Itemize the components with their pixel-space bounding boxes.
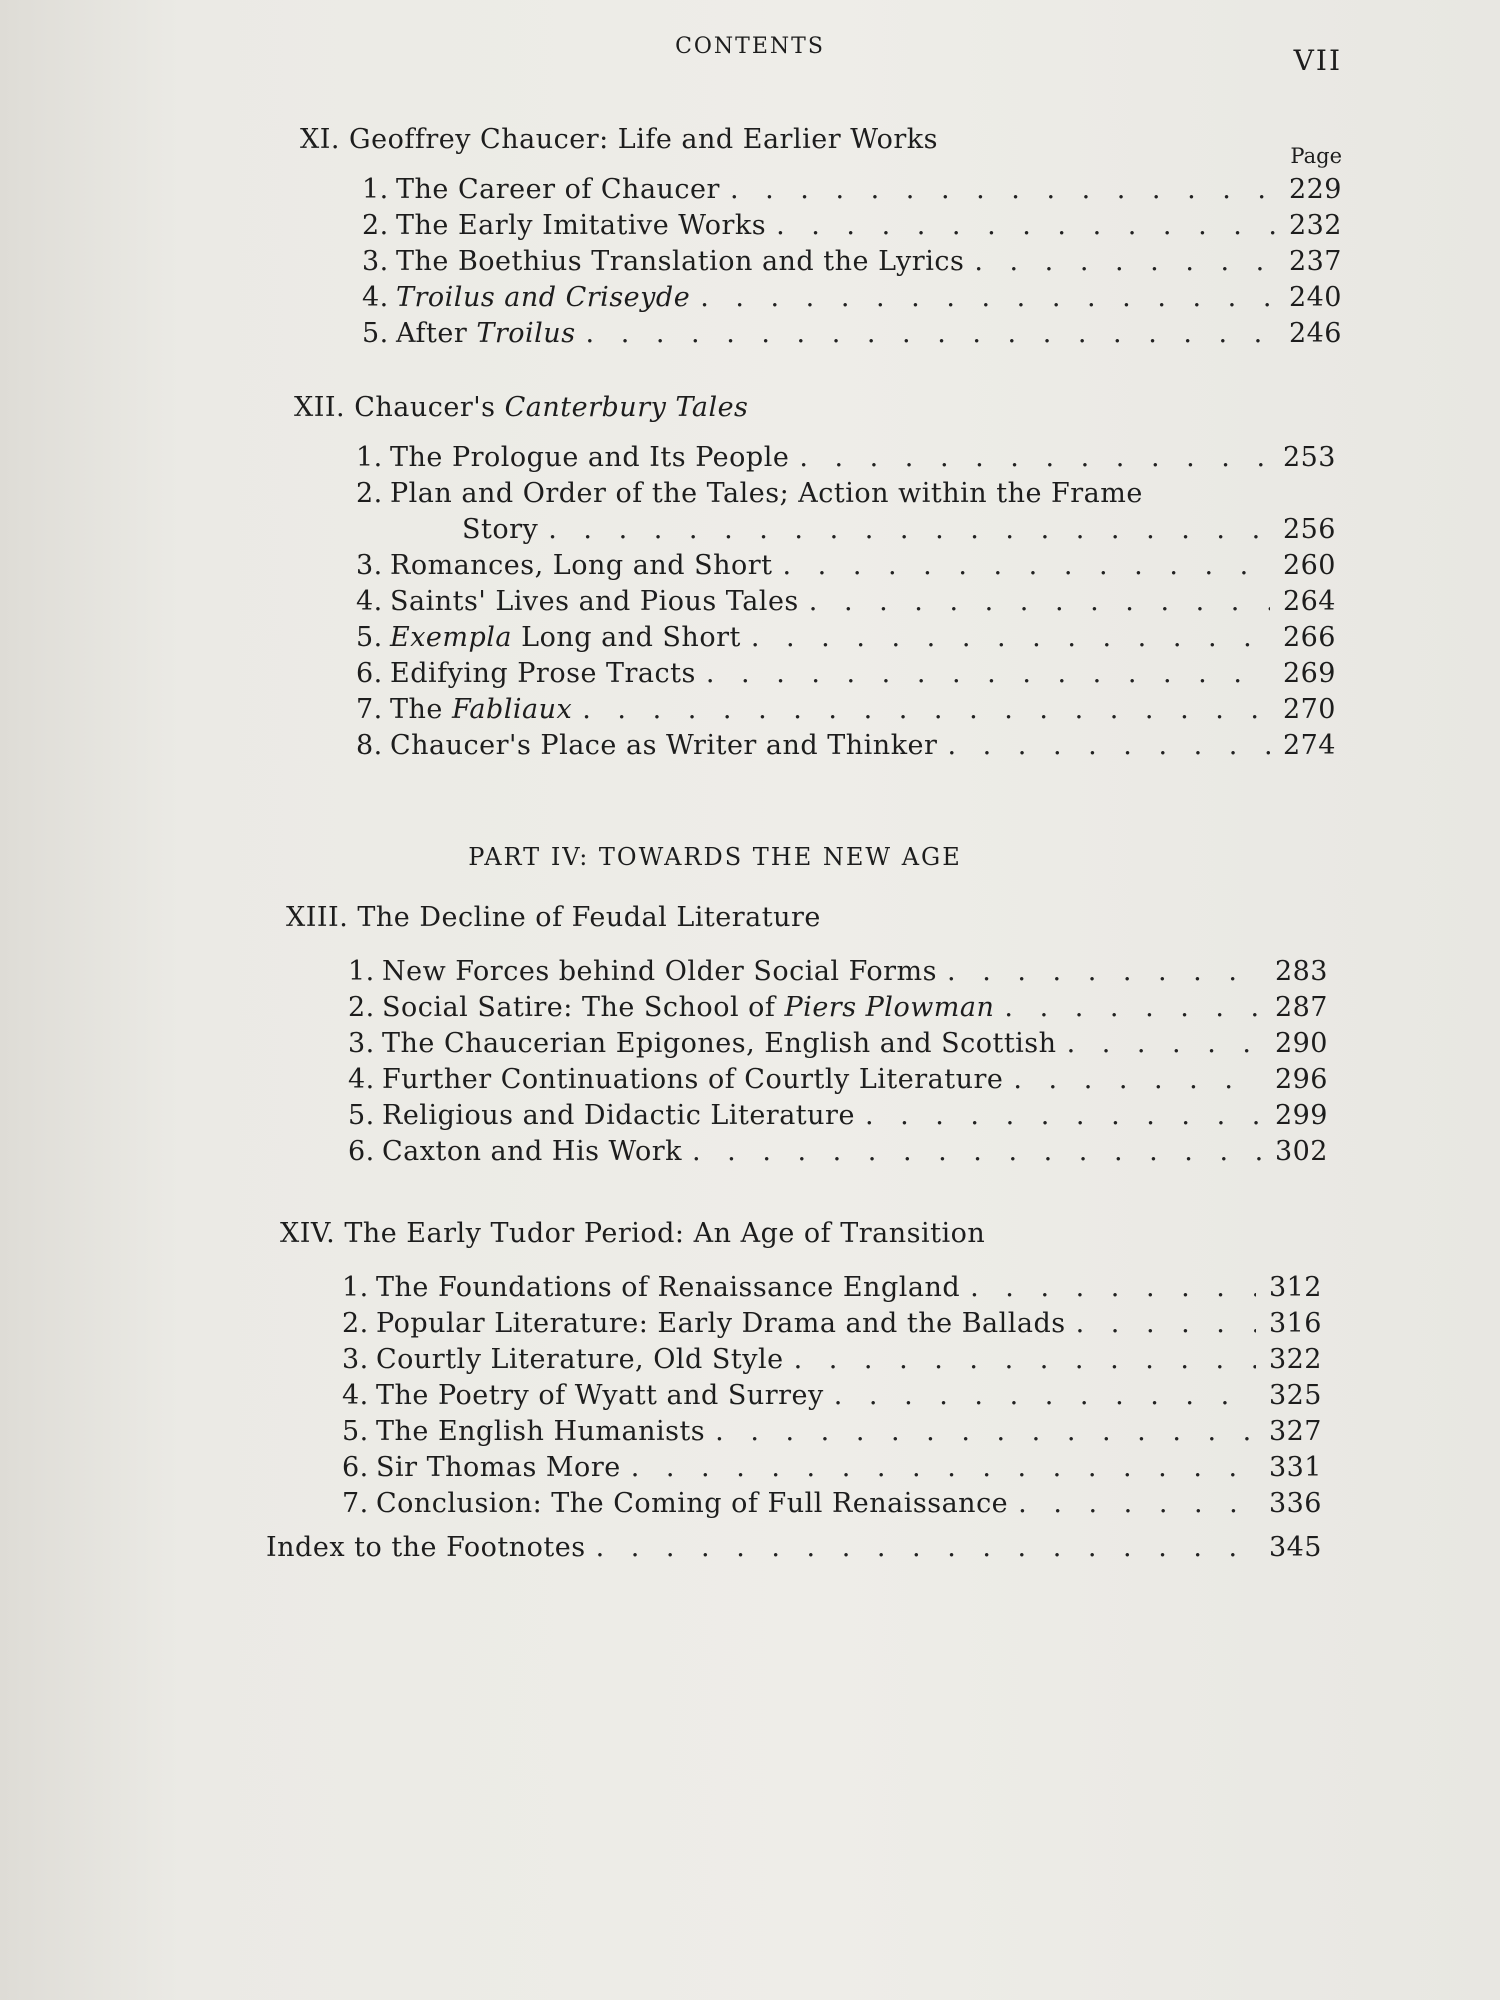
entry-title: Story	[462, 514, 539, 545]
entry-number: 6.	[342, 1452, 369, 1483]
entry-number: 1.	[348, 956, 375, 987]
entry-title: Religious and Didactic Literature	[382, 1100, 855, 1131]
entry-page: 253	[1282, 442, 1336, 473]
toc-entry	[362, 318, 1342, 349]
dot-leader	[865, 1100, 1262, 1131]
entry-title: Edifying Prose Tracts	[390, 658, 696, 689]
dot-leader	[974, 246, 1276, 277]
entry-page: 322	[1268, 1344, 1322, 1375]
entry-title: Conclusion: The Coming of Full Renaissance	[376, 1488, 1009, 1519]
toc-entry-index	[266, 1532, 1322, 1563]
entry-title: Sir Thomas More	[376, 1452, 621, 1483]
entry-title: The Foundations of Renaissance England	[376, 1272, 961, 1303]
entry-title: The Poetry of Wyatt and Surrey	[376, 1380, 824, 1411]
entry-page: 237	[1288, 246, 1342, 277]
entry-title: The Career of Chaucer	[396, 174, 720, 205]
entry-title-line: Plan and Order of the Tales; Action within the Frame	[390, 478, 1143, 509]
entry-page: 287	[1274, 992, 1328, 1023]
chapter-xii-title: XII. Chaucer's Canterbury Tales	[294, 392, 749, 423]
toc-entry	[348, 956, 1328, 987]
toc-entry	[342, 1308, 1322, 1339]
page-column-label: Page	[1290, 144, 1342, 168]
part-heading: PART IV: TOWARDS THE NEW AGE	[468, 843, 962, 871]
dot-leader	[947, 956, 1262, 987]
entry-title: Courtly Literature, Old Style	[376, 1344, 784, 1375]
dot-leader	[1076, 1308, 1256, 1339]
entry-number: 2.	[348, 992, 375, 1023]
entry-page: 331	[1268, 1452, 1322, 1483]
entry-title: Caxton and His Work	[382, 1136, 682, 1167]
entry-title: Saints' Lives and Pious Tales	[390, 586, 799, 617]
toc-entry	[362, 210, 1342, 241]
dot-leader	[1067, 1028, 1262, 1059]
dot-leader	[706, 658, 1270, 689]
toc-entry	[356, 694, 1336, 725]
entry-page: 256	[1282, 514, 1336, 545]
dot-leader	[751, 622, 1270, 653]
entry-title: The English Humanists	[376, 1416, 706, 1447]
entry-number: 1.	[342, 1272, 369, 1303]
entry-page: 269	[1282, 658, 1336, 689]
entry-number: 4.	[356, 586, 383, 617]
entry-title: Further Continuations of Courtly Literature	[382, 1064, 1004, 1095]
entry-page: 270	[1282, 694, 1336, 725]
dot-leader	[692, 1136, 1262, 1167]
toc-entry	[342, 1344, 1322, 1375]
toc-entry	[342, 1380, 1322, 1411]
dot-leader	[586, 318, 1276, 349]
toc-entry	[356, 442, 1336, 473]
toc-entry	[342, 1452, 1322, 1483]
toc-entry	[348, 1100, 1328, 1131]
toc-entry	[356, 586, 1336, 617]
entry-number: 8.	[356, 730, 383, 761]
entry-page: 345	[1268, 1532, 1322, 1563]
entry-number: 2.	[342, 1308, 369, 1339]
dot-leader	[631, 1452, 1256, 1483]
entry-title: Popular Literature: Early Drama and the Ballads	[376, 1308, 1066, 1339]
running-head: CONTENTS	[675, 34, 825, 59]
toc-entry	[356, 730, 1336, 761]
toc-entry	[348, 1028, 1328, 1059]
entry-page: 312	[1268, 1272, 1322, 1303]
dot-leader	[799, 442, 1270, 473]
entry-number: 3.	[362, 246, 389, 277]
dot-leader	[794, 1344, 1256, 1375]
entry-number: 2.	[362, 210, 389, 241]
dot-leader	[548, 514, 1270, 545]
entry-title: The Boethius Translation and the Lyrics	[396, 246, 965, 277]
entry-page: 264	[1282, 586, 1336, 617]
entry-title: The Early Imitative Works	[396, 210, 767, 241]
dot-leader	[596, 1532, 1256, 1563]
entry-title: After Troilus	[396, 318, 576, 349]
dot-leader	[1013, 1064, 1262, 1095]
chapter-xiii-title: XIII. The Decline of Feudal Literature	[286, 902, 821, 933]
toc-entry	[348, 1064, 1328, 1095]
toc-entry	[362, 174, 1342, 205]
entry-number: 5.	[342, 1416, 369, 1447]
dot-leader	[730, 174, 1276, 205]
entry-number: 3.	[342, 1344, 369, 1375]
toc-entry	[362, 246, 1342, 277]
dot-leader	[809, 586, 1270, 617]
entry-page: 325	[1268, 1380, 1322, 1411]
entry-number: 3.	[348, 1028, 375, 1059]
entry-title: Exempla Long and Short	[390, 622, 741, 653]
entry-title: New Forces behind Older Social Forms	[382, 956, 938, 987]
toc-entry	[342, 1272, 1322, 1303]
entry-number: 6.	[348, 1136, 375, 1167]
entry-number: 7.	[342, 1488, 369, 1519]
dot-leader	[834, 1380, 1256, 1411]
toc-entry	[356, 622, 1336, 653]
entry-page: 299	[1274, 1100, 1328, 1131]
toc-entry	[342, 1488, 1322, 1519]
entry-number: 5.	[348, 1100, 375, 1131]
dot-leader	[970, 1272, 1256, 1303]
entry-title: Index to the Footnotes	[266, 1532, 586, 1563]
entry-number: 1.	[362, 174, 389, 205]
entry-title: Romances, Long and Short	[390, 550, 773, 581]
dot-leader	[776, 210, 1276, 241]
entry-number: 4.	[342, 1380, 369, 1411]
entry-page: 232	[1288, 210, 1342, 241]
entry-page: 229	[1288, 174, 1342, 205]
entry-page: 283	[1274, 956, 1328, 987]
entry-number: 5.	[356, 622, 383, 653]
entry-page: 260	[1282, 550, 1336, 581]
entry-title: Chaucer's Place as Writer and Thinker	[390, 730, 938, 761]
dot-leader	[715, 1416, 1256, 1447]
toc-entry	[348, 992, 1328, 1023]
entry-number: 4.	[348, 1064, 375, 1095]
toc-entry	[348, 1136, 1328, 1167]
entry-page: 246	[1288, 318, 1342, 349]
entry-number: 7.	[356, 694, 383, 725]
entry-number: 1.	[356, 442, 383, 473]
entry-number: 2.	[356, 478, 383, 509]
entry-title: Troilus and Criseyde	[396, 282, 691, 313]
entry-page: 316	[1268, 1308, 1322, 1339]
dot-leader	[700, 282, 1276, 313]
toc-entry	[362, 282, 1342, 313]
dot-leader	[1004, 992, 1262, 1023]
entry-page: 240	[1288, 282, 1342, 313]
toc-entry	[342, 1416, 1322, 1447]
entry-number: 6.	[356, 658, 383, 689]
toc-entry	[356, 514, 1336, 545]
dot-leader	[783, 550, 1271, 581]
entry-page: 336	[1268, 1488, 1322, 1519]
toc-entry	[356, 550, 1336, 581]
entry-page: 266	[1282, 622, 1336, 653]
entry-page: 274	[1282, 730, 1336, 761]
dot-leader	[1018, 1488, 1256, 1519]
entry-page: 290	[1274, 1028, 1328, 1059]
entry-title: The Chaucerian Epigones, English and Scottish	[382, 1028, 1057, 1059]
entry-number: 4.	[362, 282, 389, 313]
toc-entry	[356, 658, 1336, 689]
dot-leader	[582, 694, 1270, 725]
entry-title: Social Satire: The School of Piers Plowman	[382, 992, 995, 1023]
dot-leader	[947, 730, 1270, 761]
entry-number: 5.	[362, 318, 389, 349]
entry-page: 327	[1268, 1416, 1322, 1447]
entry-title: The Fabliaux	[390, 694, 573, 725]
entry-page: 296	[1274, 1064, 1328, 1095]
chapter-xiv-title: XIV. The Early Tudor Period: An Age of Transition	[280, 1218, 986, 1249]
page-folio: VII	[1293, 44, 1342, 77]
entry-page: 302	[1274, 1136, 1328, 1167]
entry-number: 3.	[356, 550, 383, 581]
entry-title: The Prologue and Its People	[390, 442, 790, 473]
chapter-xi-title: XI. Geoffrey Chaucer: Life and Earlier Works	[300, 124, 939, 155]
